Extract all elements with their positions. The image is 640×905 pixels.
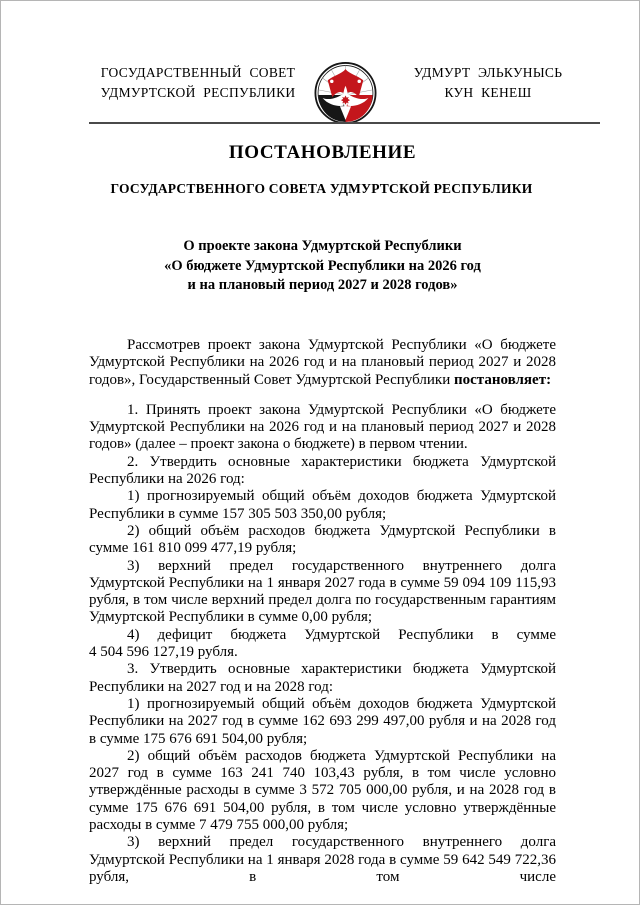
document-subject [89,237,556,296]
org-name-udmurt-line1: УДМУРТ ЭЛЬКУНЫСЬ [413,65,563,80]
body-paragraph-continued: 3) верхний предел государственного внутреннего долга Удмуртской Республики на 1 января 2028 года в сумме 59 642 549 722,36 рубля, в том числе [89,834,556,885]
udmurt-coat-of-arms-emblem [314,61,377,125]
paragraph-spacer [89,389,556,402]
document-body [89,337,556,886]
body-paragraph: 4) дефицит бюджета Удмуртской Республики в сумме 4 504 596 127,19 рубля. [89,626,556,661]
subject-line: «О бюджете Удмуртской Республики на 2026 год [164,257,481,274]
org-name-russian [87,63,309,103]
preamble-text: Рассмотрев проект закона Удмуртской Республики «О бюджете Удмуртской Республики на 2026 год и на плановый период 2027 и 2028 годов», Государственный Совет Удмуртской Республики [89,337,556,388]
document-title: ПОСТАНОВЛЕНИЕ [228,142,417,163]
coat-of-arms-icon [314,61,377,125]
body-paragraph: 2. Утвердить основные характеристики бюджета Удмуртской Республики на 2026 год: [89,453,556,488]
header-divider [89,122,600,124]
document-subtitle: ГОСУДАРСТВЕННОГО СОВЕТА УДМУРТСКОЙ РЕСПУБЛИКИ [110,181,533,196]
paragraph-preamble [89,337,556,389]
subject-line: О проекте закона Удмуртской Республики [183,238,462,254]
body-paragraph: 3. Утвердить основные характеристики бюджета Удмуртской Республики на 2027 год и на 2028 год: [89,661,556,695]
body-paragraph: 2) общий объём расходов бюджета Удмуртской Республики на 2027 год в сумме 163 241 740 103,43 рубля, в том числе условно утверждённые расходы в сумме 3 572 705 000,00 рубля, и на 2028 год в сумме 175 676 691 504,00 рубля, в том числе условно утверждённые расходы в сумме 7 479 755 000,00 рубля; [89,747,556,834]
org-name-russian-line2: УДМУРТСКОЙ РЕСПУБЛИКИ [100,85,296,100]
body-paragraph: 1) прогнозируемый общий объём доходов бюджета Удмуртской Республики в сумме 157 305 503 350,00 рубля; [89,488,556,522]
body-paragraph: 3) верхний предел государственного внутреннего долга Удмуртской Республики на 1 января 2027 года в сумме 59 094 109 115,93 рубля, в том числе верхний предел долга по государственным гарантиям Удмуртской Республики в сумме 0,00 рубля; [89,557,556,626]
preamble-resolves-word: постановляет: [453,371,552,388]
body-paragraph: 1) прогнозируемый общий объём доходов бюджета Удмуртской Республики на 2027 год в сумме 162 693 299 497,00 рубля и на 2028 год в сумме 175 676 691 504,00 рубля; [89,695,556,747]
subject-line: и на плановый период 2027 и 2028 годов» [187,277,458,293]
body-paragraph: 1. Принять проект закона Удмуртской Республики «О бюджете Удмуртской Республики на 2026 год и на плановый период 2027 и 2028 годов» (далее – проект закона о бюджете) в первом чтении. [89,401,556,453]
org-name-udmurt [399,63,577,103]
body-paragraph: 2) общий объём расходов бюджета Удмуртской Республики в сумме 161 810 099 477,19 рубля; [89,522,556,557]
org-name-russian-line1: ГОСУДАРСТВЕННЫЙ СОВЕТ [100,65,296,80]
org-name-udmurt-line2: КУН КЕНЕШ [444,85,532,100]
